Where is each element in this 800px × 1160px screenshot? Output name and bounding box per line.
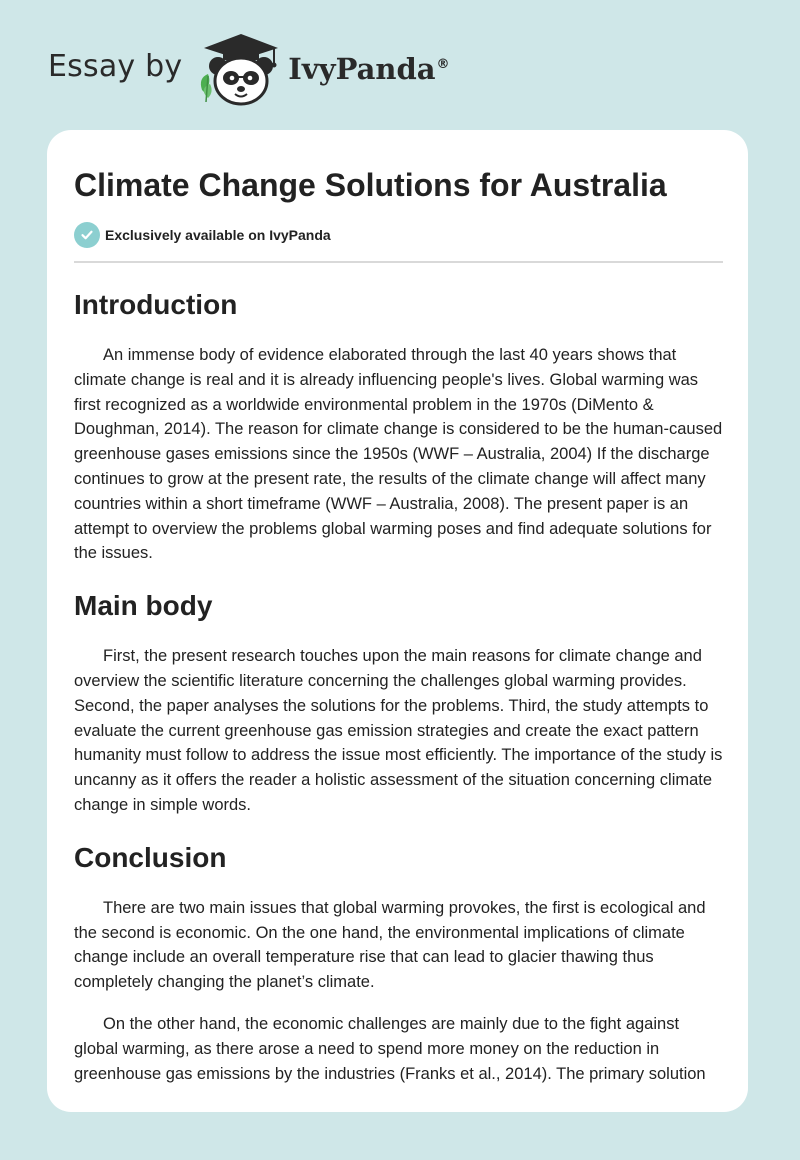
section-heading: Introduction — [74, 289, 238, 320]
page-title: Climate Change Solutions for Australia — [74, 167, 667, 203]
section-heading: Conclusion — [74, 841, 227, 873]
section-heading: Main body — [74, 590, 213, 622]
section-introduction — [74, 287, 721, 566]
essay-card — [47, 130, 748, 1112]
section-conclusion — [74, 840, 721, 1087]
exclusive-label: Exclusively available on IvyPanda — [105, 227, 331, 243]
exclusive-badge — [74, 222, 721, 248]
brand-header[interactable] — [48, 28, 450, 108]
section-paragraph: An immense body of evidence elaborated through the last 40 years shows that climate change is real and it is already influencing people's lives. Global warming was first recognized as a worldwide environmental problem in the 1970s (DiMento & Doughman, 2014). The reason for climate change is considered to be the human-caused greenhouse gases emissions since the 1950s (WWF – Australia, 2004) If the discharge continues to grow at the present rate, the results of the climate change will affect many countries within a short timeframe (WWF – Australia, 2008). The present paper is an attempt to overview the problems global warming poses and find adequate solutions for the issues. — [74, 346, 723, 563]
brand-prefix: Essay by — [48, 48, 183, 84]
section-main-body — [74, 588, 721, 818]
panda-logo-icon — [196, 28, 286, 108]
check-icon — [74, 222, 100, 248]
section-paragraph: On the other hand, the economic challenges are mainly due to the fight against global warming, as there arose a need to spend more money on the reduction in greenhouse gas emissions by the industries (Franks et al., 2014). The primary solution — [74, 1014, 706, 1083]
title-divider — [74, 261, 723, 263]
section-paragraph: There are two main issues that global warming provokes, the first is ecological and the second is economic. On the one hand, the environmental implications of climate change include an overall temperature rise that can lead to glacier thawing thus completely changing the planet’s climate. — [74, 898, 706, 992]
registered-mark: ® — [436, 57, 450, 73]
section-paragraph: First, the present research touches upon the main reasons for climate change and overview the scientific literature concerning the challenges global warming provides. Second, the paper analyses the solutions for the problems. Third, the study attempts to evaluate the current greenhouse gas emission strategies and create the exact pattern humanity must follow to address the issue most efficiently. The importance of the study is uncanny as it offers the reader a holistic assessment of the situation concerning climate change in simple words. — [74, 647, 723, 814]
brand-name: IvyPanda® — [288, 52, 450, 86]
